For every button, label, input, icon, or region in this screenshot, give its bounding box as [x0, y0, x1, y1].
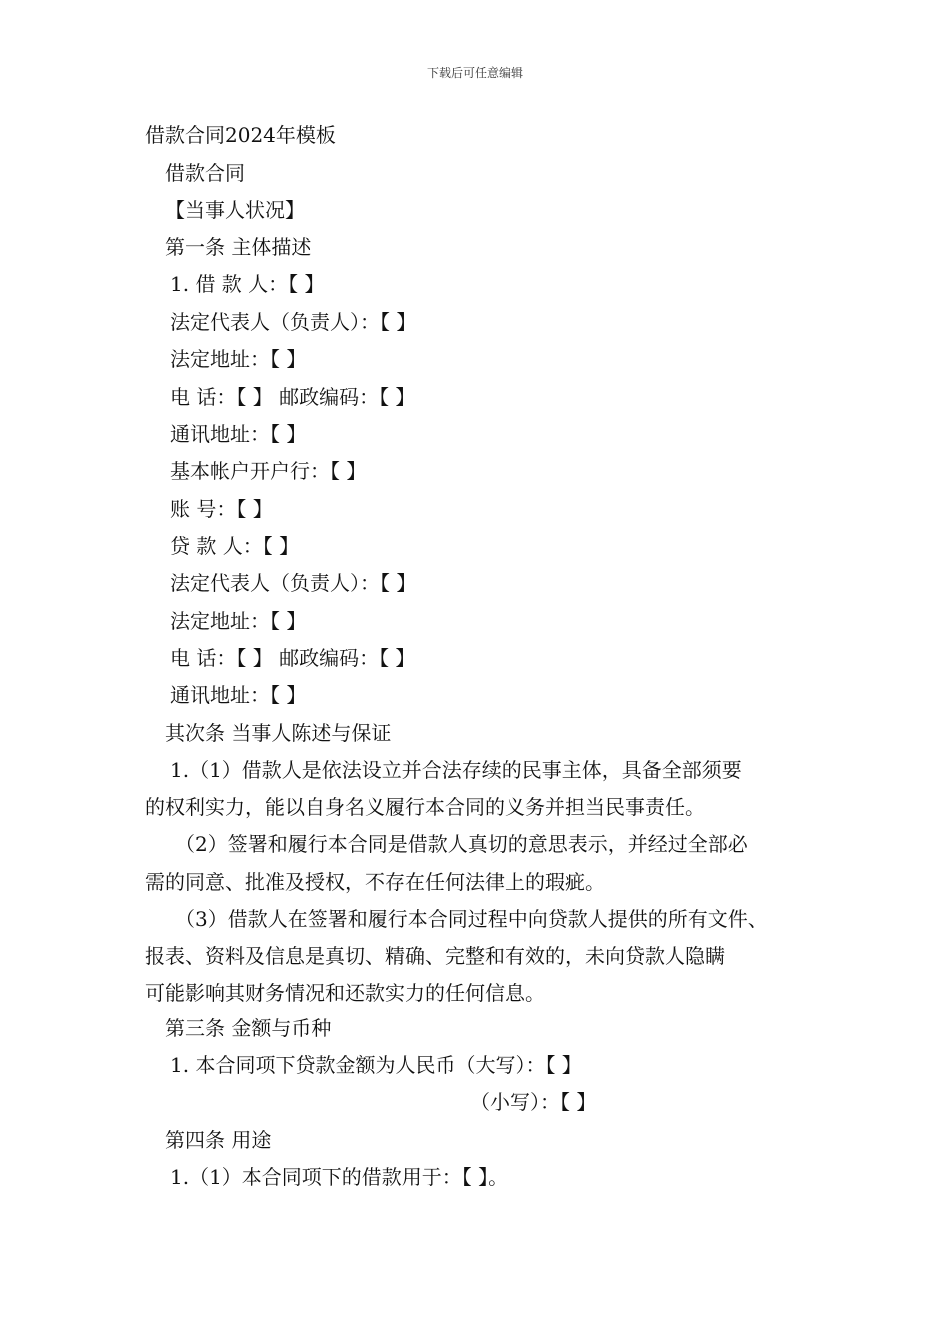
- article-1-heading: 第一条 主体描述: [165, 235, 312, 259]
- article-3-heading: 第三条 金额与币种: [165, 1016, 332, 1040]
- borrower-field: 1. 借 款 人：【 】: [170, 272, 325, 296]
- lender-field: 贷 款 人：【 】: [170, 534, 300, 558]
- lender-mailing-address-field: 通讯地址：【 】: [170, 683, 307, 707]
- paragraph-line: 报表、资料及信息是真切、精确、完整和有效的，未向贷款人隐瞒: [145, 944, 725, 968]
- loan-amount-lowercase-field: （小写）：【 】: [470, 1090, 597, 1114]
- borrower-phone-postcode-field: 电 话：【 】 邮政编码：【 】: [170, 385, 416, 409]
- paragraph-line: （3）借款人在签署和履行本合同过程中向贷款人提供的所有文件、: [175, 907, 768, 931]
- loan-amount-uppercase-field: 1. 本合同项下贷款金额为人民币（大写）：【 】: [170, 1053, 582, 1077]
- document-title: 借款合同2024年模板: [145, 123, 336, 147]
- paragraph-line: 1.（1）借款人是依法设立并合法存续的民事主体，具备全部须要: [170, 758, 742, 782]
- borrower-account-field: 账 号：【 】: [170, 497, 273, 521]
- paragraph-line: 需的同意、批准及授权，不存在任何法律上的瑕疵。: [145, 870, 605, 894]
- contract-heading: 借款合同: [165, 161, 245, 185]
- section-parties: 【当事人状况】: [165, 198, 305, 222]
- paragraph-line: 可能影响其财务情况和还款实力的任何信息。: [145, 981, 545, 1005]
- lender-address-field: 法定地址：【 】: [170, 609, 307, 633]
- lender-representative-field: 法定代表人（负责人）：【 】: [170, 571, 417, 595]
- lender-phone-postcode-field: 电 话：【 】 邮政编码：【 】: [170, 646, 416, 670]
- article-2-heading: 其次条 当事人陈述与保证: [165, 721, 392, 745]
- borrower-address-field: 法定地址：【 】: [170, 347, 307, 371]
- article-4-heading: 第四条 用途: [165, 1128, 272, 1152]
- page-header: 下载后可任意编辑: [426, 66, 523, 80]
- borrower-mailing-address-field: 通讯地址：【 】: [170, 422, 307, 446]
- borrower-bank-field: 基本帐户开户行：【 】: [170, 459, 367, 483]
- paragraph-line: 的权利实力，能以自身名义履行本合同的义务并担当民事责任。: [145, 795, 705, 819]
- loan-purpose-field: 1.（1）本合同项下的借款用于：【 】。: [170, 1165, 509, 1189]
- borrower-representative-field: 法定代表人（负责人）：【 】: [170, 310, 417, 334]
- paragraph-line: （2）签署和履行本合同是借款人真切的意思表示，并经过全部必: [175, 832, 748, 856]
